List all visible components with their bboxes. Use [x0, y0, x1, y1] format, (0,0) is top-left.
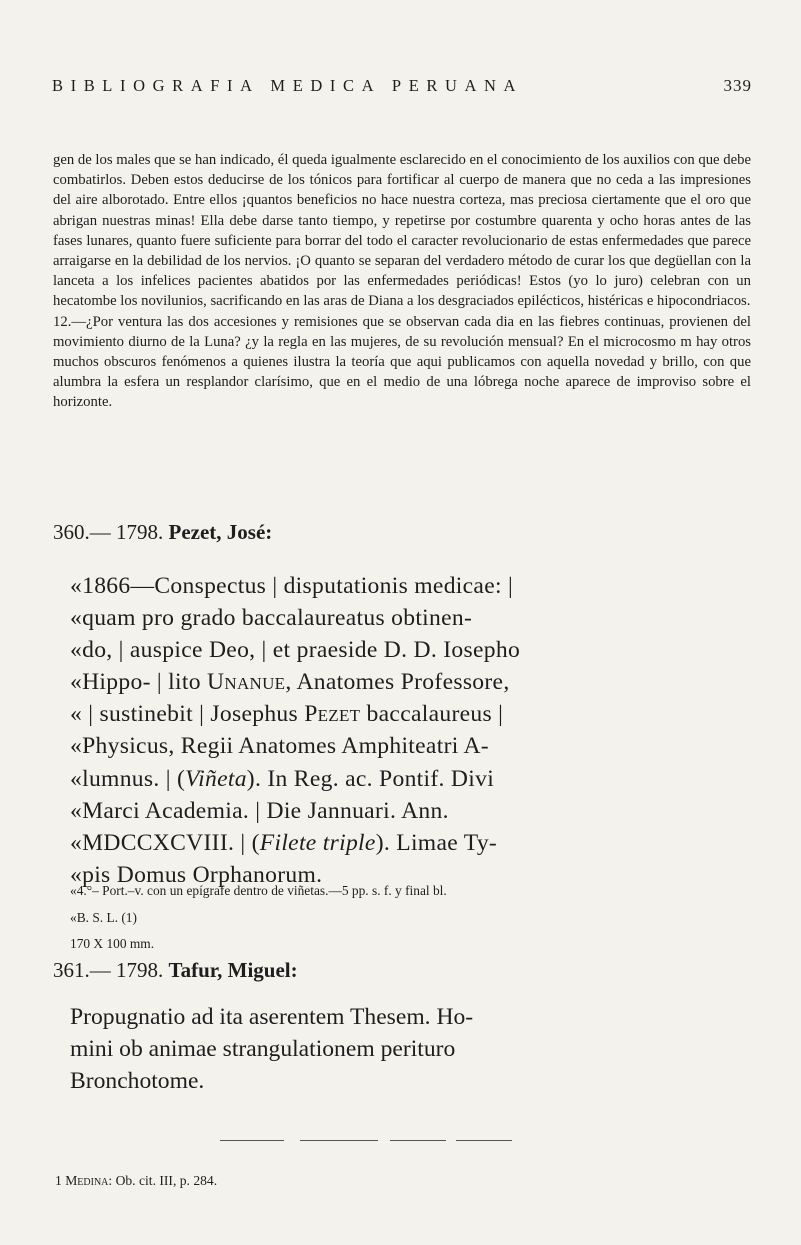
entry-360-description: «4.°– Port.–v. con un epígrafe dentro de viñetas.—5 pp. s. f. y final bl. — [70, 883, 447, 898]
title-text: ). Limae Ty- — [375, 829, 498, 856]
header-title: BIBLIOGRAFIA MEDICA PERUANA — [52, 76, 524, 95]
title-text: «lumnus. | ( — [70, 765, 186, 792]
entry-number: 360.— — [53, 520, 111, 544]
title-line: «1866—Conspectus | disputationis medicae: | — [70, 573, 514, 599]
title-line: Propugnatio ad ita aserentem Thesem. Ho- — [70, 1004, 474, 1030]
title-line — [70, 698, 760, 730]
title-name-smallcaps: Unanue — [207, 669, 286, 696]
title-line: «pis Domus Orphanorum. — [70, 861, 323, 888]
entry-361-title — [70, 1002, 760, 1097]
footnote-author: Medina: — [65, 1173, 113, 1188]
title-line: «do, | auspice Deo, | et praeside D. D. Iosepho — [70, 637, 521, 664]
footnote — [55, 1173, 217, 1189]
title-line — [70, 827, 760, 859]
title-text: «Hippo- | lito — [70, 669, 208, 696]
title-text: baccalaureus | — [360, 701, 504, 728]
entry-year: 1798. — [116, 520, 164, 544]
title-text: ). In Reg. ac. Pontif. Divi — [246, 765, 495, 792]
title-italic: Filete triple — [259, 829, 376, 856]
body-text — [53, 150, 751, 413]
page-number: 339 — [723, 76, 752, 95]
title-name-smallcaps: Pezet — [304, 701, 361, 728]
entry-360-heading — [53, 520, 272, 545]
entry-360-location: «B. S. L. (1) — [70, 910, 137, 925]
title-line — [70, 666, 760, 698]
footnote-reference: Ob. cit. III, p. 284. — [112, 1173, 218, 1188]
title-line: mini ob animae strangulationem perituro — [70, 1035, 456, 1062]
title-text: «MDCCXCVIII. | ( — [70, 829, 260, 856]
divider-rule — [390, 1140, 446, 1141]
title-line — [70, 763, 760, 795]
divider-rule — [220, 1140, 284, 1141]
title-text: « | sustinebit | Josephus — [70, 701, 305, 728]
entry-361-heading — [53, 958, 298, 983]
title-line: «quam pro grado baccalaureatus obtinen- — [70, 605, 473, 632]
title-italic: Viñeta — [185, 765, 247, 792]
entry-author: Pezet, José: — [168, 520, 273, 544]
title-line: Bronchotome. — [70, 1067, 205, 1094]
running-header — [52, 76, 752, 102]
entry-year: 1798. — [116, 958, 164, 982]
entry-360-title — [70, 570, 760, 891]
title-text: , Anatomes Professore, — [285, 669, 510, 696]
title-line: «Physicus, Regii Anatomes Amphiteatri A- — [70, 733, 489, 760]
paragraph-1: gen de los males que se han indicado, él queda igualmente esclarecido en el conocimiento de los auxilios con que debe combatirlos. Deben estos deducirse de los tónicos para fortificar al cuerpo de manera que no ceda a las impresiones del aire alborotado. Entre ellos ¡quantos beneficios no hace nuestra corteza, mas preciosa ciertamente que el oro que abrigan nuestras minas! Ella debe darse tanto tiempo, y repetirse por costumbre quarenta y ocho horas antes de las fases lunares, quanto fuere suficiente para borrar del todo el caracter revolucionario de estas enfermedades que parece arraigarse en la debilidad de los nervios. ¡O quanto se separan del verdadero método de curar los que degüellan con la lanceta a los infelices pacientes abatidos por las enfermedades periódicas! Estos (yo lo juro) celebran con un hecatombe los novilunios, sacrificando en las aras de Diana a los desgraciados epilécticos, histéricas e hipocondriacos. — [53, 152, 751, 310]
divider-rule — [300, 1140, 378, 1141]
title-line: «Marci Academia. | Die Jannuari. Ann. — [70, 797, 449, 824]
entry-author: Tafur, Miguel: — [168, 958, 298, 982]
divider-rule — [456, 1140, 512, 1141]
entry-number: 361.— — [53, 958, 111, 982]
footnote-marker: 1 — [55, 1173, 62, 1188]
entry-360-dimensions: 170 X 100 mm. — [70, 936, 155, 951]
paragraph-2: 12.—¿Por ventura las dos accesiones y remisiones que se observan cada dia en las fiebres continuas, provienen del movimiento diurno de la Luna? ¿y la regla en las mujeres, de su revolución mensual? En el microcosmo m hay otros muchos obscuros fenómenos a quienes ilustra la teoría que aqui publicamos con aquella novedad y brillo, con que alumbra la esfera un resplandor clarísimo, que en el medio de una lóbrega noche aparece de improviso sobre el horizonte. — [53, 313, 751, 411]
